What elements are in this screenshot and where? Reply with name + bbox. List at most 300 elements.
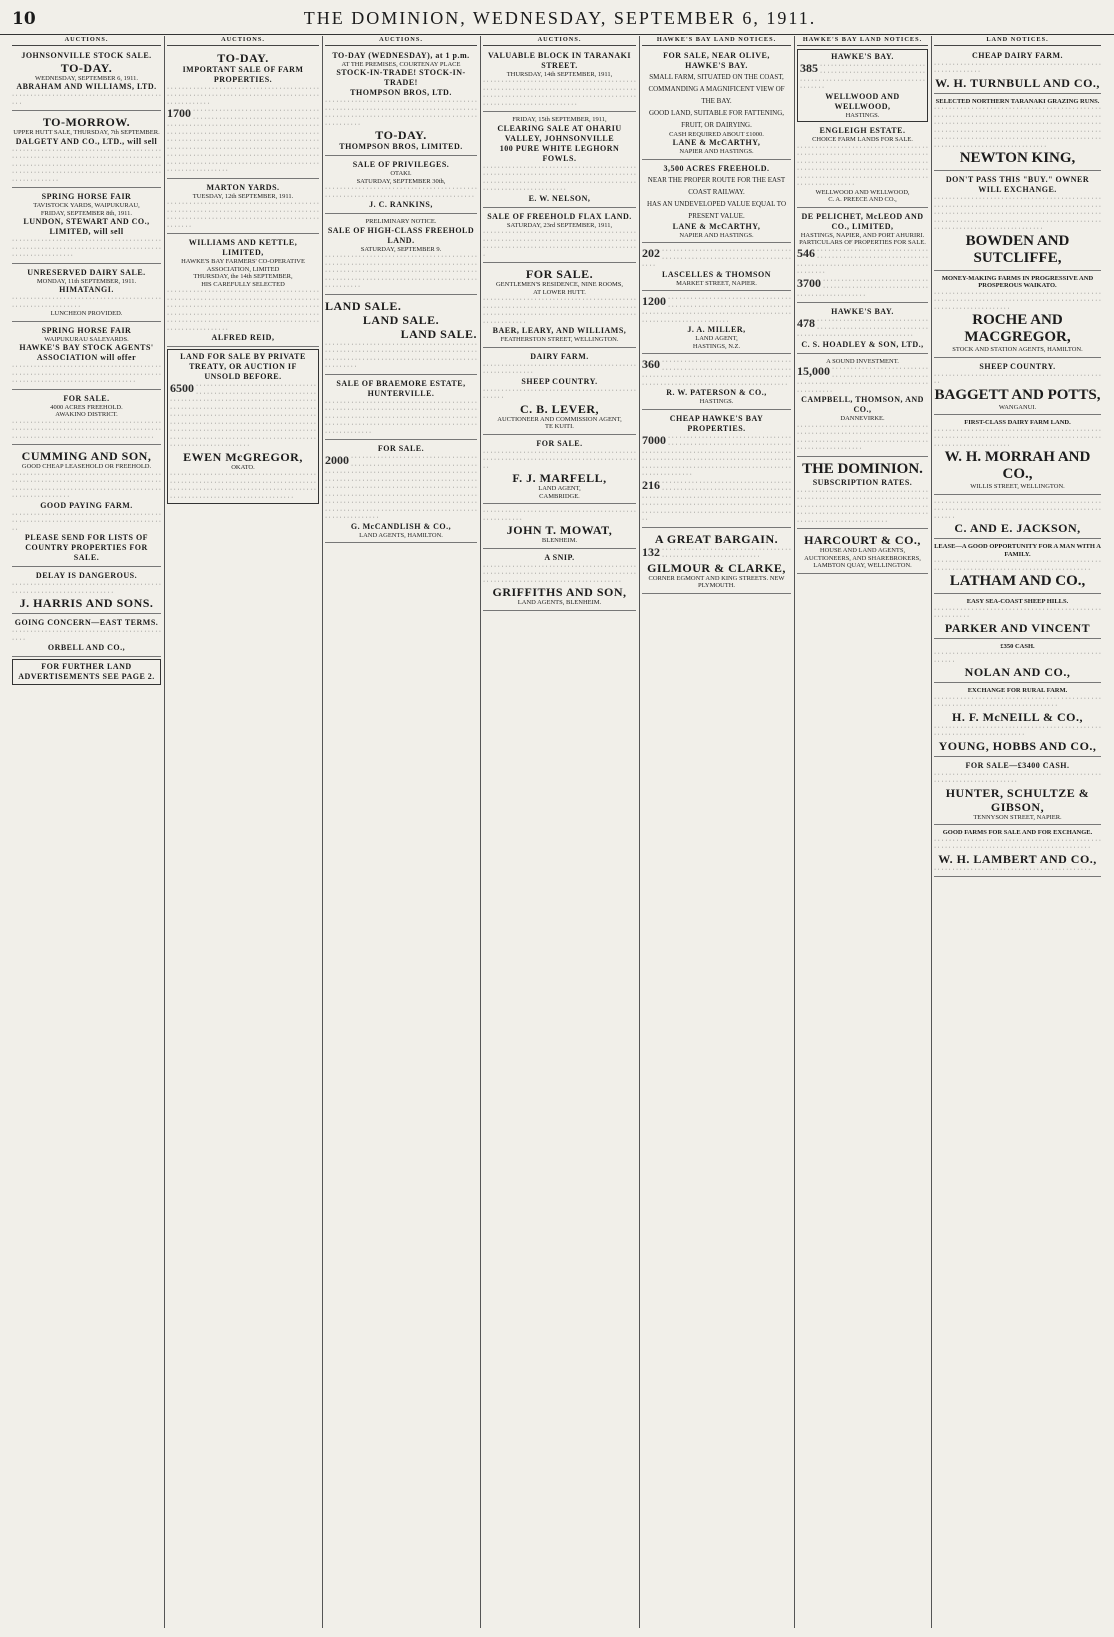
ad-heading: ABRAHAM AND WILLIAMS, LTD. xyxy=(16,82,157,91)
ad-text: · · · · · · · · · · · · · · · · · · · · · · · · · · · · · · · · · · · · · · · · · · · · · · · · · · · · · · · · · · · · · · · · · · · · · · · · · · · · · · · · · · · · · · · · · · · · · · · · · · · xyxy=(12,237,161,259)
ad-harcourt xyxy=(797,531,928,574)
ad-text: · · · · · · · · · · · · · · · · · · · · · · · · · · · · · · · · · · · · · · · · · · · · · · · · · · · xyxy=(934,650,1101,665)
ad-heading: SALE OF PRIVILEGES. xyxy=(352,160,450,169)
ad-heading: C. S. HOADLEY & SON, LTD., xyxy=(801,339,924,349)
ad-subheading: HASTINGS, N.Z. xyxy=(692,342,741,350)
ad-subheading: UPPER HUTT SALE, THURSDAY, 7th SEPTEMBER. xyxy=(13,129,160,136)
ad-heading: FOR SALE. xyxy=(536,438,583,448)
ad-privileges xyxy=(325,158,477,214)
ad-text: · · · · · · · · · · · · · · · · · · · · · · · · · · · · · · · · · · · · · · · · · · · · · · · · · · · · · · · · · · · · · · · · · · · · · · · · · · xyxy=(642,247,791,269)
ad-subheading: MARKET STREET, NAPIER. xyxy=(676,279,757,287)
column-6 xyxy=(797,36,932,1628)
ad-text: · · · · · · · · · · · · · · · · · · · · · · · · · · · · · · · · · · · · · · · · · · · · · · · · · · · · · · · · · · · · · · · · · · · · · · · · · · · · · · · · · · · · · · · · xyxy=(934,836,1101,851)
ad-text: · · · · · · · · · · · · · · · · · · · · · · · · · · · · · · · · · · · · · · · · · · · · · · · · · · · · · · · · · · · · · · · · · · · · · · · · · · · · · · · · · · · · · · · · · · · · · · · · · · · · · · · · · · · · · · · · · · · · · · · · · · · · · · · · · · · · · · · · · · · xyxy=(12,470,161,500)
ad-heading: TO-DAY (WEDNESDAY), at 1 p.m. xyxy=(332,50,470,60)
ad-subheading: SELECTED NORTHERN TARANAKI GRAZING RUNS. xyxy=(935,97,1100,105)
ad-olive xyxy=(642,49,791,160)
ad-heading: GOING CONCERN—EAST TERMS. xyxy=(14,618,159,627)
ad-heading: HAWKE'S BAY. xyxy=(831,307,894,316)
ad-waikato xyxy=(934,273,1101,358)
ad-heading: BAGGETT AND POTTS, xyxy=(934,386,1101,403)
ad-subheading: TUESDAY, 12th SEPTEMBER, 1911. xyxy=(192,192,294,200)
ad-dominion-subscription xyxy=(797,459,928,530)
ad-miller xyxy=(642,293,791,354)
ad-heading: ROCHE AND MACGREGOR, xyxy=(964,312,1071,345)
ad-subheading: SATURDAY, SEPTEMBER 9. xyxy=(360,245,442,253)
ad-dairy-land xyxy=(934,417,1101,495)
ad-orbell xyxy=(12,616,161,657)
ad-text: · · · · · · · · · · · · · · · · · · · · · · · · · · · · · · · · · · · · · · · · · · · · · · · · · · · · · · · · · · · · · · · · · · · · · · · · · · · · · · · · · · · · · · · · · · · · · · · · · · · · · · · · · · · · · · · · · · · · · · · · · · · · · · · · · · · · · · · · · · · · · · · · · · · · · · · · · · · · · · · · · · · · · · · · · · · · · · · · · xyxy=(12,146,161,184)
ad-heading: W. H. MORRAH AND CO., xyxy=(944,449,1091,482)
ad-subheading: MONDAY, 11th SEPTEMBER, 1911. xyxy=(36,277,137,285)
notice-text: FOR FURTHER LAND ADVERTISEMENTS SEE PAGE 2. xyxy=(18,662,155,681)
ad-subheading: £350 CASH. xyxy=(1000,642,1035,650)
acreage-number: 1700 xyxy=(167,106,191,120)
ad-text: · · · · · · · · · · · · · · · · · · · · · · · · · · · · · · · · · · · · · · · · · · · · · · · · · · · · · · · · · · · · · · · · · · · · · · · · · · · · · · · · · · · · · · · · · · · · · · · · · · · · · · · · · · · · · · · · · · · · xyxy=(12,363,161,385)
ad-subheading: NEAR THE PROPER ROUTE FOR THE EAST COAST RAILWAY. xyxy=(647,175,786,196)
ad-subheading: OTAKI. xyxy=(390,170,412,177)
ad-subheading: CASH REQUIRED ABOUT £1000. xyxy=(669,130,764,138)
column-head: HAWKE'S BAY LAND NOTICES. xyxy=(642,36,791,46)
ad-subheading: WANGANUI. xyxy=(998,403,1037,411)
ad-sound-investment xyxy=(797,356,928,457)
ad-heading: DAIRY FARM. xyxy=(530,351,589,361)
ad-text: · · · · · · · · · · · · · · · · · · · · · · · · · · · · · · · · · · · · · · · · · · · · · · · · · · · · · · · · · · · · · · · · · · · · · · · · · · · · · · · · · · · · · · · · · · · · · · · · · · · · · · · · · · · · · · · · · · · · · · · · · · · · · · · · · · · · · · · · · · · · · · · · · · · · · · · · · · · · · · · · · · · · · · · · · · · · · · · · · xyxy=(325,398,477,436)
ad-subheading: FIRST-CLASS DAIRY FARM LAND. xyxy=(964,419,1071,426)
ad-de-pelichet xyxy=(797,210,928,304)
ad-text: · · · · · · · · · · · · · · · · · · · · · · · · · · · · · · · · · · · · · · · · · · · · · · · · · · · · · · · · · · · · · · · · · · · · · · · · · · · · · · · · · · · · · · · · · · · · · · · · · · · · · · · · · · · · · · · · · · · · · · · · · · · · · · · · · · · · · · · · · · · · · · · · · · · · · · · · · · · · · · · · · · · · · · · · · · · · · · · · · · · · · · · · · · · · · · · · · · · · · · · · · · · xyxy=(642,433,791,478)
acreage-number: 546 xyxy=(797,245,815,260)
ad-heading: R. W. PATERSON & CO., xyxy=(666,388,767,397)
ad-lambert xyxy=(934,827,1101,877)
ad-heading: YOUNG, HOBBS AND CO., xyxy=(938,738,1097,753)
ad-heading: SALE OF HIGH-CLASS FREEHOLD LAND. xyxy=(327,225,475,245)
ad-text: · · · · · · · · · · · · · · · · · · · · · · · · · · · · · · · · · · · · · · · · · · · · · · · · · · · · · · · · · · · · · · · · · · · · · · · · · · · · · · · · · · · · · · · · · · · · · · · · · · · · · · · · · · · · · · · · · · · · · · · · · · · · · · · · · · · · · · · · · · · · · · · · · · · · · · · · · · · · · · · · · · · · · · · · · · · · · · · · · · · · · · · · · · · · · · · · · · · xyxy=(642,478,791,523)
ad-subheading: WILLIS STREET, WELLINGTON. xyxy=(970,483,1065,490)
ad-harris xyxy=(12,569,161,614)
ad-subheading: FRIDAY, 15th SEPTEMBER, 1911, xyxy=(512,116,607,123)
acreage-number: 6500 xyxy=(170,381,194,395)
ad-heading: NEWTON KING, xyxy=(959,150,1076,166)
ad-text: · · · · · · · · · · · · · · · · · · · · · · · · · · · · · · · · · · · · · · · · · · · · · · · · · · · · · · · · · · · · · · · · · · · · · · · · · · · · · · · · · · · · · · · · · · · · · · · · xyxy=(934,498,1101,521)
ad-subheading: TENNYSON STREET, NAPIER. xyxy=(973,813,1062,821)
ad-subheading: DANNEVIRKE. xyxy=(840,415,885,422)
ad-heading: GILMOUR & CLARKE, xyxy=(647,560,786,575)
ad-text: · · · · · · · · · · · · · · · · · · · · · · · · · · · · · · · · · · · · · · · · · · · · · · · · · · · · · · · · · · · · · · · · · · · · · · · · · · · · · · · · · · · · · · · · · · · · · · · · · · · · · · · · · · · · · · · · · · · · · · · · · · · · · · · · · · · · xyxy=(325,340,477,370)
ad-taranaki-street xyxy=(483,49,636,113)
ad-heading: LAND SALE. xyxy=(362,312,440,327)
ad-marton-yards xyxy=(167,181,319,235)
ad-land-sale xyxy=(325,297,477,375)
acreage-number: 385 xyxy=(800,60,818,75)
ad-heading: LAND SALE. xyxy=(325,298,402,313)
acreage-number: 1200 xyxy=(642,294,666,308)
ad-heading: MARTON YARDS. xyxy=(206,182,280,192)
ad-subheading: WEDNESDAY, SEPTEMBER 6, 1911. xyxy=(34,74,139,82)
ad-heading: DON'T PASS THIS "BUY." OWNER WILL EXCHANGE. xyxy=(945,175,1090,194)
ad-text: · · · · · · · · · · · · · · · · · · · · · · · · · · · · · · · · · · · · · · · · · · · · · xyxy=(12,628,161,643)
ad-heading: LASCELLES & THOMSON xyxy=(662,269,771,279)
ad-text: · · · · · · · · · · · · · · · · · · · · · · · · · · · · · · · · · · · · · · · · · · · · · · · · · · · · · · · xyxy=(934,605,1101,620)
column-head: HAWKE'S BAY LAND NOTICES. xyxy=(797,36,928,46)
acreage-number: 202 xyxy=(642,246,660,260)
ad-heading: THE DOMINION. xyxy=(802,460,923,477)
ad-heading: STOCK-IN-TRADE! STOCK-IN-TRADE! xyxy=(336,68,466,87)
ad-lease-family xyxy=(934,541,1101,594)
ad-subheading: HAWKE'S BAY FARMERS' CO-OPERATIVE ASSOCIATION, LIMITED xyxy=(181,258,305,273)
ad-heading: F. J. MARFELL, xyxy=(512,471,607,485)
ad-heading: C. B. LEVER, xyxy=(519,401,599,416)
ad-text: · · · · · · · · · · · · · · · · · · · · · · · · · · · · · · · · · · · · · · · · · · · · · · · · · · · · · · · · · · · · · · · · · · · · · · · · · · · · · · · · · · · · · · · · · · · · · · · · · · · · · · · · · · · · · · · · · · · · · · · · · · · · · · · · · · · · · · · · · · · · · · · · · · · · · · · · · · xyxy=(170,471,316,501)
ad-subheading: LAND AGENTS, BLENHEIM. xyxy=(517,599,602,606)
ad-text: · · · · · · · · · · · · · · · · · · · · · · · · · · · · · · · · · · · · · · · · · · · · · · · xyxy=(934,371,1101,386)
ad-east-coast xyxy=(642,162,791,244)
ad-private-treaty xyxy=(167,349,319,504)
ad-heading: J. C. RANKINS, xyxy=(369,200,433,209)
ad-heading: H. F. McNEILL & CO., xyxy=(952,709,1083,724)
ad-subheading: AWAKINO DISTRICT. xyxy=(55,411,118,418)
ad-subheading: BLENHEIM. xyxy=(541,537,578,544)
acreage-number: 15,000 xyxy=(797,364,830,378)
ad-cumming-and-son xyxy=(12,447,161,567)
ad-taranaki-runs xyxy=(934,96,1101,172)
ad-subheading: SATURDAY, 23rd SEPTEMBER, 1911, xyxy=(506,221,613,229)
acreage-number: 7000 xyxy=(642,432,666,447)
ad-farm-properties xyxy=(167,49,319,179)
ad-heading: ALFRED REID, xyxy=(211,333,275,342)
ad-subheading: TE KUITI. xyxy=(545,423,574,430)
ad-heading: LANE & McCARTHY, xyxy=(672,221,761,231)
ad-text: · · · · · · · · · · · · · · · · · · · · · · · · · · · · · · · · · · · · · · · · · · · · · · · · · · · · · · · · · · · · xyxy=(12,295,161,310)
ad-text: · · · · · · · · · · · · · · · · · · · · · · · · · · · · · · · · · · · · · · · · · · · · · · · · · · · · · · · · · · · · · · · · · · · · · · · · · · · · · · · · · · · · · · · · · · · · · · · · · · · · · · · · · · · · · · · · · · · · · · · · · · · · · · · · · · · · · · · · · · · · · · · · · · · · · · · · · · · · · · · · · · · · · · · · · xyxy=(797,487,928,525)
ad-lower-hutt-residence xyxy=(483,265,636,348)
ad-text: · · · · · · · · · · · · · · · · · · · · · · · · · · · · · · · · · · · · · · · · · · · · · · · · · · · · · · · · · · · · · · · · · · · · · · · · · · · · · · · · · · · · · · · · · · · · · · · · · · · · · · · · · · · · · · · · · · · · · · · · · xyxy=(12,418,161,441)
ad-text: · · · · · · · · · · · · · · · · · · · · · · · · · · · · · · · · · · · · · · · · · · · · · · · · · · · · · xyxy=(483,508,636,523)
ad-text: · · · · · · · · · · · · · · · · · · · · · · · · · · · · · · · · · · · · · · · · · · · · · · · · · · · · · · · · · · · · · · · · · · · · · · · · · · · · · xyxy=(797,276,928,299)
ad-text: · · · · · · · · · · · · · · · · · · · · · · · · · · · · · · · · · · · · · · · · · · · · · · · · · · · · · · · · · · · · · · · · · · · · · · · · · · · · · · · · · · · · · · · · · · · · · · · · · · · · · · · · · · · · · · · · · · · · · · · · · · · · · · · · · · · · · · · · · · · · · · · · · · · · · · · · xyxy=(483,78,636,108)
ad-heading: CHEAP HAWKE'S BAY PROPERTIES. xyxy=(669,413,764,433)
ad-waipukurau xyxy=(12,324,161,390)
column-head: AUCTIONS. xyxy=(12,36,161,46)
ad-heading: DELAY IS DANGEROUS. xyxy=(35,571,138,580)
ad-heading: SHEEP COUNTRY. xyxy=(521,376,598,386)
ad-text: · · · · · · · · · · · · · · · · · · · · · · · · · · · · · · · · · · · · · · · · · · · · · · · · · · · · · · · · · · · · · · · · · · · · · · · · · · · · · · · · · · · · · · · · · · · · · · · · · · · · · · · · · · · · · · · · · · · · · · · · · · xyxy=(483,562,636,585)
ad-ohariu-valley xyxy=(483,114,636,208)
ad-williams-kettle xyxy=(167,236,319,347)
ad-subheading: OKATO. xyxy=(231,463,255,471)
ad-heading: TO-MORROW. xyxy=(42,115,131,129)
ad-heading: CAMPBELL, THOMSON, AND CO., xyxy=(801,395,924,414)
ad-heading: HUNTER, SCHULTZE & GIBSON, xyxy=(945,785,1090,814)
ad-text: · · · · · · · · · · · · · · · · · · · · · · · · · · · · · · · · · · · · · · · · · · · · · · · · · · · · · · · · · · xyxy=(934,60,1101,75)
ad-johnsonville xyxy=(12,49,161,112)
ad-cheap-dairy-farm xyxy=(934,49,1101,94)
ad-heading: DALGETY AND CO., LTD., will sell xyxy=(15,136,158,146)
column-head: LAND NOTICES. xyxy=(934,36,1101,46)
ad-subheading: FEATHERSTON STREET, WELLINGTON. xyxy=(500,336,619,343)
ad-heading: TO-DAY. xyxy=(217,50,269,65)
ad-heading: G. McCANDLISH & CO., xyxy=(350,521,452,531)
ad-subheading: LAMBTON QUAY, WELLINGTON. xyxy=(813,562,912,569)
ad-text: · · · · · · · · · · · · · · · · · · · · · · · · · · · · · · · · · · · · · · · · · · · xyxy=(934,865,1091,873)
ad-heading: CUMMING AND SON, xyxy=(21,449,152,463)
ad-subheading: AT LOWER HUTT. xyxy=(533,288,586,296)
ad-cheap-properties xyxy=(642,412,791,528)
ad-subheading: WAIPUKURAU SALEYARDS. xyxy=(44,335,129,343)
ad-subheading: STOCK AND STATION AGENTS, HAMILTON. xyxy=(952,346,1083,353)
ad-heading: LAND SALE. xyxy=(400,326,477,341)
ad-flax-land xyxy=(483,210,636,264)
ad-text: · · · · · · · · · · · · · · · · · · · · · · · · · · · · · · · · · · · · · · · · · · · · · · · · · · · · · · · · · · · · · · · · · · · · · · · · · · · · · · · · · · · · · · · · · · · · · · · · · · · · · · · · · · · · · · · · · · · · · · · · · · · · · · · · · · · · · xyxy=(325,98,477,128)
ad-text: · · · · · · · · · · · · · · · · · · · · · · · · · · · · · · · · · · · · · · · · · · · · · · · · · · · · · · · · · · · · · · · · · · · · · · · · · · · · · · · · · · · · · · · · · · · · · · · · · · · · · · · · · · · · · · · xyxy=(934,426,1101,449)
column-3 xyxy=(325,36,481,1628)
ad-heading: HIMATANGI. xyxy=(59,285,114,294)
ad-subheading: GENTLEMEN'S RESIDENCE, NINE ROOMS, xyxy=(495,281,624,288)
ad-heading: LANE & McCARTHY, xyxy=(672,138,761,147)
ad-blenheim xyxy=(483,506,636,549)
ad-subheading: WELLWOOD AND WELLWOOD, xyxy=(815,188,910,196)
ad-subheading: EXCHANGE FOR RURAL FARM. xyxy=(967,687,1068,694)
ad-heading: FOR SALE. xyxy=(63,393,110,403)
ad-heading: LAND FOR SALE BY PRIVATE TREATY, OR AUCTION IF UNSOLD BEFORE. xyxy=(180,352,306,381)
ad-subheading: EASY SEA-COAST SHEEP HILLS. xyxy=(966,598,1069,605)
ad-subheading: LAND AGENT, xyxy=(538,485,581,492)
ad-heading: 100 PURE WHITE LEGHORN FOWLS. xyxy=(499,143,620,163)
ad-subheading: HOUSE AND LAND AGENTS, AUCTIONEERS, AND SHAREBROKERS, xyxy=(804,547,921,562)
ad-jackson xyxy=(934,497,1101,540)
ad-subheading: TAVISTOCK YARDS, WAIPUKURAU, xyxy=(33,202,140,209)
ad-text: · · · · · · · · · · · · · · · · · · · · · · · · · · · · · · · · · · · · · · · · · · · · · · · · · · · · · · · · · · · · · · · · · · · · · · · · · · · · · · · · · · · · · · · · · · · · · · · · · · · · · · · · · · · · · · · · · · · · · · · · · · · · · · · · · · · · · · · · · · · · · · · · · · · · · · · · · · · · · · · · · · · · · · · · · · · · · · · · · · · · · · · · · · · · · · · · · · · · xyxy=(797,143,928,188)
ad-heading: IMPORTANT SALE OF FARM PROPERTIES. xyxy=(182,64,304,84)
ad-heading: SPRING HORSE FAIR xyxy=(41,192,132,201)
ad-text: · · · · · · · · · · · · · · · · · · · · · · · · · · · · · · · · · · · · · · · · · · · · · · · · · · · · · · · · · · · · · · · · · · · · · · · · · · · · · · · · · · · · xyxy=(12,510,161,533)
ad-subheading: SMALL FARM, SITUATED ON THE COAST, COMMANDING A MAGNIFICENT VIEW OF THE BAY. xyxy=(648,72,785,105)
ad-subheading: HASTINGS, NAPIER, AND PORT AHURIRI. xyxy=(800,231,925,239)
ad-heading: GRIFFITHS AND SON, xyxy=(492,585,627,599)
ad-subheading: 4000 ACRES FREEHOLD. xyxy=(50,403,123,411)
ad-subheading: CORNER EGMONT AND KING STREETS. NEW PLYMOUTH. xyxy=(648,574,785,589)
ad-hoadley xyxy=(797,305,928,354)
ad-heading: TO-DAY. xyxy=(60,60,113,75)
ad-subheading: HASTINGS. xyxy=(699,398,734,405)
column-5 xyxy=(642,36,795,1628)
acreage-number: 478 xyxy=(797,316,815,330)
ad-heading: DE PELICHET, McLEOD AND CO., LIMITED, xyxy=(801,211,924,231)
acreage-number: 360 xyxy=(642,357,660,371)
ad-text: · · · · · · · · · · · · · · · · · · · · · · · · · · · · · · · · · · · · · · · · · · · · · · · · xyxy=(483,386,636,401)
ad-heading: WILLIAMS AND KETTLE, LIMITED, xyxy=(188,238,298,257)
ad-subheading: HIS CAREFULLY SELECTED xyxy=(201,280,285,288)
ad-text: · · · · · · · · · · · · · · · · · · · · · · · · · · · · · · · · · · · · · · · · · · · · · · · · · · · · · · · · · · · · · · · · · · · · · xyxy=(12,581,161,596)
ad-subheading: NAPIER AND HASTINGS. xyxy=(679,148,754,155)
ad-heading: J. HARRIS AND SONS. xyxy=(19,596,154,610)
ad-subheading: A SOUND INVESTMENT. xyxy=(826,357,899,365)
ad-text: · · · · · · · · · · · · · · · · · · · · · · · · · · · · · · · · · · · · · · · · · · · · · · · · · · · · · · · · · · · · · · · · · · · · · · · · · · · · · · · · · · · · · · · · · · · · · · · · · · · · · · · · · · · · · · · · · · · · · · · · · · · · · · · · · · · · · · · · · · · · · · · · · · · · · · · · · · · · · · · · · · · · · · · · · · · · · · · · · · · · · · · · · · · · · · · · · · · · · · · · · · · · · · · · · · xyxy=(934,195,1101,232)
ad-text: · · · · · · · · · · · · · · · · · · · · · · · · · · · · · · · · · · · · · · · · · · · · · · · · · · · · · · · · · · · · · · · · · · · · · · · · · · · · · · · · · · · · · · · · · · · · · · · · · · · · · · · · · · · · · · · · · · · · · · · · · · · · · · · · · · · xyxy=(642,295,791,325)
ad-text: · · · · · · · · · · · · · · · · · · · · · · · · · · · · · · · · · · · · · · · · · · · · · · · · · · · · · · · · · · · · · · · · · · · · · · · · · · · · · · · · · · · · · · · · xyxy=(934,558,1101,573)
ad-text: · · · · · · · · · · · · · · · · · · · · · · · · · · · · · · · · · · · · · · · · · · · · · · · · · · · · · · · · · · · · · · · · · · · · xyxy=(934,770,1101,785)
ad-te-kuiti xyxy=(483,350,636,435)
ad-braemore-estate xyxy=(325,377,477,441)
ad-engleigh-estate xyxy=(797,124,928,208)
ad-subheading: THURSDAY, 14th SEPTEMBER, 1911, xyxy=(506,70,613,78)
column-2 xyxy=(167,36,323,1628)
ad-subheading: THURSDAY, the 14th SEPTEMBER, xyxy=(193,273,293,280)
ad-lascelles xyxy=(642,245,791,291)
ad-subheading: NAPIER AND HASTINGS. xyxy=(679,231,754,239)
ad-hawkes-bay-sheep-farm xyxy=(797,49,928,123)
ad-text: · · · · · · · · · · · · · · · · · · · · · · · · · · · · · · · · · · · · · · · · · · · · · · · · · · · · · · · · · · · · · · · · · · · · · · · · · · · · · · · · · · · · · · · · · · · · · · · · · · · xyxy=(800,61,925,91)
ad-text: · · · · · · · · · · · · · · · · · · · · · · · · · · · · · · · · · · · · · · · · · · · · · · · · · · · · · · · · · · · · · · · · · · · · · · · · · · · · · · · · · · xyxy=(325,185,477,200)
ad-heading: PLEASE SEND FOR LISTS OF COUNTRY PROPERTIES FOR SALE. xyxy=(24,533,149,562)
ad-subheading: HAS AN UNDEVELOPED VALUE EQUAL TO PRESENT VALUE. xyxy=(646,199,787,220)
ad-heading: EWEN McGREGOR, xyxy=(183,449,303,464)
ad-heading: HAWKE'S BAY. xyxy=(831,51,894,61)
ad-sea-coast-hills xyxy=(934,596,1101,639)
ad-for-sale-hamilton xyxy=(325,442,477,543)
ad-subheading: HASTINGS. xyxy=(845,111,880,119)
ad-heading: J. A. MILLER, xyxy=(687,325,746,334)
ad-heading: FOR SALE. xyxy=(525,267,594,281)
ad-text: · · · · · · · · · · · · · · · · · · · · · · · · · · · · · · · · · · · · · · · · · · · · · · · · · · · · · · · · · · · · · · xyxy=(662,545,791,560)
ad-subheading: AUCTIONEER AND COMMISSION AGENT, xyxy=(497,415,622,423)
ad-subheading: GOOD CHEAP LEASEHOLD OR FREEHOLD. xyxy=(21,463,152,470)
ad-heading: SPRING HORSE FAIR xyxy=(41,325,132,335)
ad-heading: VALUABLE BLOCK IN TARANAKI STREET. xyxy=(487,50,632,70)
ad-heading: FOR SALE, NEAR OLIVE, HAWKE'S BAY. xyxy=(663,50,770,70)
ad-heading: GOOD PAYING FARM. xyxy=(40,500,133,510)
ad-heading: SALE OF FREEHOLD FLAX LAND. xyxy=(487,211,632,221)
ad-text: · · · · · · · · · · · · · · · · · · · · · · · · · · · · · · · · · · · · · · · · · · · · · · · · · · · · · · · · · · · · · · · · · · · · · · · · · · · · · · · · · · · · · · · · · · · · · · · · · · · · · · · · · · · · · · · · · · · · · · · · · · · · · · · · · · · · · · · · · · · · · · · · · · · · · xyxy=(483,163,636,193)
ad-text: · · · · · · · · · · · · · · · · · · · · · · · · · · · · · · · · · · · · · · · · · · · · · · · · · · · · · · · · xyxy=(483,361,636,376)
ad-heading: LUNDON, STEWART AND CO., LIMITED, will sell xyxy=(23,217,150,236)
ad-subheading: LUNCHEON PROVIDED. xyxy=(50,310,123,317)
ad-freehold-land xyxy=(325,216,477,295)
ad-text: · · · · · · · · · · · · · · · · · · · · · · · · · · · · · · · · · · · · · · · · · · · · · · · · · · · · · · · · · · · · · · · · · · · · · · · · · · · · · · · · · · · · · · · · · · · · · · · · · · · · · · · · · · · · · · · · · · · · · · · · · · · · · · · · · · · · · · · · · · · · · · · · · · · · · · · · · · · · · · · · · · · · · · · · · · · · · · · · · · · · · · · · · · · · · · · · · · · · · · · · · · · · · · · · · · · · · · · · · · · · · · · · · · · · · · · · · · · · · · · · · · · · · · · · · · · · · · · · xyxy=(934,105,1101,150)
column-7 xyxy=(934,36,1104,1628)
ad-subheading: LAND AGENTS, HAMILTON. xyxy=(359,531,443,539)
acreage-number: 216 xyxy=(642,477,660,492)
ad-text: · · · · · · · · · · · · · · · · · · · · · · · · · · · · · · · · · · · · · · · · · · · · · · · · · · · · · · · · · · · · · · · · · · · · · · · · · · · · · · · · · · · · · · xyxy=(483,448,636,471)
page-number: 10 xyxy=(12,9,36,29)
ad-text: · · · · · · · · · · · · · · · · · · · · · · · · · · · · · · · · · · · · · · · · · · · · · · · · · · · · · · · · · · · · · · · · · · · · · · · · · · · · · · · · · · · · · · · · · · · · · · xyxy=(167,84,319,107)
ad-heading: ORBELL AND CO., xyxy=(47,643,126,652)
ad-heading: NOLAN AND CO., xyxy=(964,665,1071,679)
ad-upper-hutt xyxy=(12,113,161,188)
ad-subheading: FRIDAY, SEPTEMBER 8th, 1911. xyxy=(40,209,133,217)
column-head: AUCTIONS. xyxy=(325,36,477,46)
ad-text: · · · · · · · · · · · · · · · · · · · · · · · · · · · · · · · · · · · · · · · · · · · · · · · · · · · · · · · · · · · · · · · · · · · · · · xyxy=(934,723,1101,738)
ad-heading: WELLWOOD AND WELLWOOD, xyxy=(825,91,900,111)
ad-heading: PARKER AND VINCENT xyxy=(944,620,1091,635)
column-1 xyxy=(12,36,165,1628)
ad-text: · · · · · · · · · · · · · · · · · · · · · · · · · · · · · · · · · · · · · · · · · · · · · · · · · · · · · · · · · · · · · · · · · · · · · · · · · · · · · · · · · · · · · · · · · · · · xyxy=(797,317,928,339)
ad-text: · · · · · · · · · · · · · · · · · · · · · · · · · · · · · · · · · · · · · · · · · · · · · · · · · · · · · · · · · · · · · · · · · · · · · · · · · · · · · · · · · · · · · · · · · · · · · · · · · · xyxy=(797,365,928,395)
ad-subheading: MONEY-MAKING FARMS IN PROGRESSIVE AND PROSPEROUS WAIKATO. xyxy=(941,274,1094,289)
ad-heading: 3,500 ACRES FREEHOLD. xyxy=(663,163,770,173)
ad-heading: W. H. LAMBERT AND CO., xyxy=(938,851,1097,866)
ad-rural-exchange xyxy=(934,685,1101,757)
ad-text: · · · · · · · · · · · · · · · · · · · · · · · · · · · · · · · · · · · · · · · · · · · · · · · · · · · · · · · · · · · · · · · · · · · · · · · · · · · · · · · · · · · · · · · · · · · · · · · · · · · · · · · · · · · · · · · · · · · · · · · · · · · · · · · · · · · · · · · · · · · · · · · · · · · · · · · · · · · · · · · · · · · · · · · · · · · · · · · · · · · · · · · · · · · · · · · · · · · · · · · · · · · · · · · · · · · · · · · · · · · · · · xyxy=(167,288,319,333)
ad-heading: CLEARING SALE AT OHARIU VALLEY, JOHNSONVILLE xyxy=(497,123,622,143)
ad-heading: FOR SALE. xyxy=(377,444,425,453)
ad-heading: SHEEP COUNTRY. xyxy=(979,361,1056,371)
ad-heading: THOMPSON BROS, LIMITED. xyxy=(339,142,463,151)
ad-text: · · · · · · · · · · · · · · · · · · · · · · · · · · · · · · · · · · · · · · · · · · · · · · · · · · · · · · · · · · · · · · · · · · · · · · · · · · · · · · · · · · · · · · · · · · · · · · · · · · · · · · · · · · · · · · · · · · · · · · · · · · · · · · xyxy=(797,422,928,452)
column-head: AUCTIONS. xyxy=(483,36,636,46)
ad-dairy-sale xyxy=(12,266,161,322)
ad-griffiths xyxy=(483,551,636,611)
ad-heading: A GREAT BARGAIN. xyxy=(654,531,779,546)
ad-subheading: LAND AGENT, xyxy=(695,335,738,342)
ad-text: · · · · · · · · · · · · · · · · · · · · · · · · · · · · · · · · · · · · · · · · · · · · · · · · · · · · · · · · · · · · · · · · · · · · · · · · · · · · · · · · · · · · · · · · · · · · · · · · · · · · · · · · · · · · · · · · · · · · · · · · · · · · · · · · · · · · · · · · · · · · · · · · · · · · · · · · · · · · · · · · · · · · · · · · · · · · · · · · · · · · · · · · · · · · · · · · · · · · · · · · · · · · · · · · · · · · · · · · · · · · · · · · · · · · · · · · · · · · · · · · · · · · · · · · · · · · · · · · · · · · · · · · · · · · · · · · · · · · · · · · · · · · · · · · · · · · · · · · · · · · · · · · · · · · · · · · · · · · · · · · · · · · · · · · · xyxy=(325,454,477,521)
acreage-number: 3700 xyxy=(797,275,821,290)
ad-great-bargain xyxy=(642,530,791,594)
ad-subheading: CHOICE FARM LANDS FOR SALE. xyxy=(812,136,913,143)
ad-heading: TO-DAY. xyxy=(375,128,427,142)
ad-awakino xyxy=(12,392,161,446)
ad-text: · · · · · · · · · · · · · · · · · · · · · · · · · · · · · · · · · · · · · · · · · · · · · · · · · · · · · · · · · · · · · · · · · · · · · · · · · · · · · · · · · · · · · · · · · · · · · · · · · · · · · · · · · · · · · · · xyxy=(934,289,1101,312)
ad-heading: JOHNSONVILLE STOCK SALE. xyxy=(21,50,152,60)
ad-text: · · · · · · · · · · · · · · · · · · · · · · · · · · · · · · · · · · · · · · · · · · · · · · · · · · · · · · · · · · · · · · · · · · · · · · · · · · · · · · · xyxy=(934,694,1101,709)
ad-heading: BAER, LEARY, AND WILLIAMS, xyxy=(492,326,627,335)
ad-spring-horse-fair xyxy=(12,190,161,264)
ad-text: · · · · · · · · · · · · · · · · · · · · · · · · · · · · · · · · · · · · · · · · · · · · · · · · · · · · · · · · · · · · · · · · · · · · · · · · · · · · · · · · · · · · · · · · · · · · · · · · · · · · · · · · · · · · · · · · · · · · · · · · · · · · · · · · · · xyxy=(167,200,319,230)
ad-heading: THOMPSON BROS, LTD. xyxy=(350,88,452,97)
acreage-number: 132 xyxy=(642,544,660,559)
ad-heading: LATHAM AND CO., xyxy=(949,573,1086,589)
columns xyxy=(12,36,1104,1628)
ad-subheading: AT THE PREMISES, COURTENAY PLACE xyxy=(341,60,461,68)
ad-heading: HAWKE'S BAY STOCK AGENTS' ASSOCIATION will offer xyxy=(19,343,154,362)
ad-courtenay-place xyxy=(325,49,477,157)
ad-heading: E. W. NELSON, xyxy=(528,193,591,203)
ad-heading: SUBSCRIPTION RATES. xyxy=(812,477,913,487)
ad-text: · · · · · · · · · · · · · · · · · · · · · · · · · · · · · · · · · · · · · · · · · · · · · · · · · · · · · · · · · · · · · · · · · · · · · · · · · · · · · · · · · · · · · · · · · · · · · · · · · · · · · · · · xyxy=(797,246,928,276)
masthead xyxy=(0,0,1114,35)
ad-heading: FOR SALE—£3400 CASH. xyxy=(965,760,1070,770)
ad-subheading: LEASE—A GOOD OPPORTUNITY FOR A MAN WITH A FAMILY. xyxy=(934,543,1101,558)
ad-sale-3400 xyxy=(934,759,1101,826)
ad-subheading: CAMBRIDGE. xyxy=(539,492,580,500)
ad-heading: UNRESERVED DAIRY SALE. xyxy=(27,267,146,277)
ad-heading: W. H. TURNBULL AND CO., xyxy=(935,75,1100,90)
ad-nolan xyxy=(934,641,1101,684)
ad-heading: C. AND E. JACKSON, xyxy=(954,521,1081,535)
ad-subheading: PRELIMINARY NOTICE. xyxy=(365,218,437,225)
newspaper-title: THE DOMINION, WEDNESDAY, SEPTEMBER 6, 1911. xyxy=(303,8,817,28)
ad-subheading: SATURDAY, SEPTEMBER 30th, xyxy=(356,177,446,185)
ad-heading: HARCOURT & CO., xyxy=(804,533,921,547)
ad-subheading: GOOD LAND, SUITABLE FOR FATTENING, FRUIT, OR DAIRYING. xyxy=(648,108,785,129)
column-head: AUCTIONS. xyxy=(167,36,319,46)
ad-text: · · · · · · · · · · · · · · · · · · · · · · · · · · · · · · · · · · · · · · · · · · · · · · · · · · · · · · · · · · · · · · · · · · · · · · · · · · · · · · · · · · · · · · · · · · · · · · · · · · · · · · · · · · · · · · · · · · · · · · · · · · · · · · · · · · · · · · · · · · · · · · · · · · · · · · · · · · · · · · · · · · · · · · · · · · · · · · xyxy=(325,253,477,290)
ad-subheading: GOOD FARMS FOR SALE AND FOR EXCHANGE. xyxy=(942,829,1093,836)
ad-text: · · · · · · · · · · · · · · · · · · · · · · · · · · · · · · · · · · · · · · · · · · · · xyxy=(12,92,161,107)
ad-paterson xyxy=(642,356,791,410)
ad-text: · · · · · · · · · · · · · · · · · · · · · · · · · · · · · · · · · · · · · · · · · · · · · · · · · · · · · · · · · · · · · · · · · · · · · · · · · · · · · · · · · · · · · · · · · · · · · · · · · · · · · · · · · · · · · · · · · · · · · · · · · · · · · · · · · · · · · · · · · · xyxy=(483,296,636,326)
ad-heading: JOHN T. MOWAT, xyxy=(506,523,613,537)
ad-text: · · · · · · · · · · · · · · · · · · · · · · · · · · · · · · · · · · · · · · · · · · · · · · · · · · · · · · · · · · · · · · · · · · · · · · · · · · · · · · · · · · · · · · · · · · · · · · · · · · · · · · · · · · · · · · · · · · · · · · · · · · · · · · · · · · · · · · · · · · · · · · · · · · · · · · · xyxy=(642,358,791,388)
see-page-2-notice xyxy=(12,659,161,685)
ad-text: · · · · · · · · · · · · · · · · · · · · · · · · · · · · · · · · · · · · · · · · · · · · · · · · · · · · · · · · · · · · · · · · · · · · · · · · · · · · · · · · · · · · · · · · · · · · · · · · · · · · · · · · · · · · · · · · · · · · · · · · · · · · · · · xyxy=(483,229,636,259)
ad-heading: SALE OF BRAEMORE ESTATE, HUNTERVILLE. xyxy=(336,378,466,398)
ad-heading: BOWDEN AND SUTCLIFFE, xyxy=(965,232,1070,266)
ad-text: · · · · · · · · · · · · · · · · · · · · · · · · · · · · · · · · · · · · · · · · · · · · · · · · · · · · · · · · · · · · · · · · · · · · · · · · · · · · · · · · · · · · · · · · · · · · · · · · · · · · · · · · · · · · · · · · · · · · · · · · · · · · · · · · · · · · · · · · · · · · · · · · · · · · · · · · · · · · · · · · · · · · · · · · · · · · · · · · · · · · · · · · · · · · · · · · · · · · · · · · · · · · · · · · · · · · · · · · · · · · · · · · · · · · · · · · · · · · · · · · · · · · · · · · · · · · · · · · · · · · · · · · · · · · · · · · · · · · · · · · · · · · · · · · · · · · · · · · · · · · · · · · · · · · · · · · · · · · · · · · · · · · · · · · · · · xyxy=(167,107,319,174)
ad-subheading: PARTICULARS OF PROPERTIES FOR SALE. xyxy=(799,239,926,246)
acreage-number: 2000 xyxy=(325,453,349,467)
column-4 xyxy=(483,36,640,1628)
